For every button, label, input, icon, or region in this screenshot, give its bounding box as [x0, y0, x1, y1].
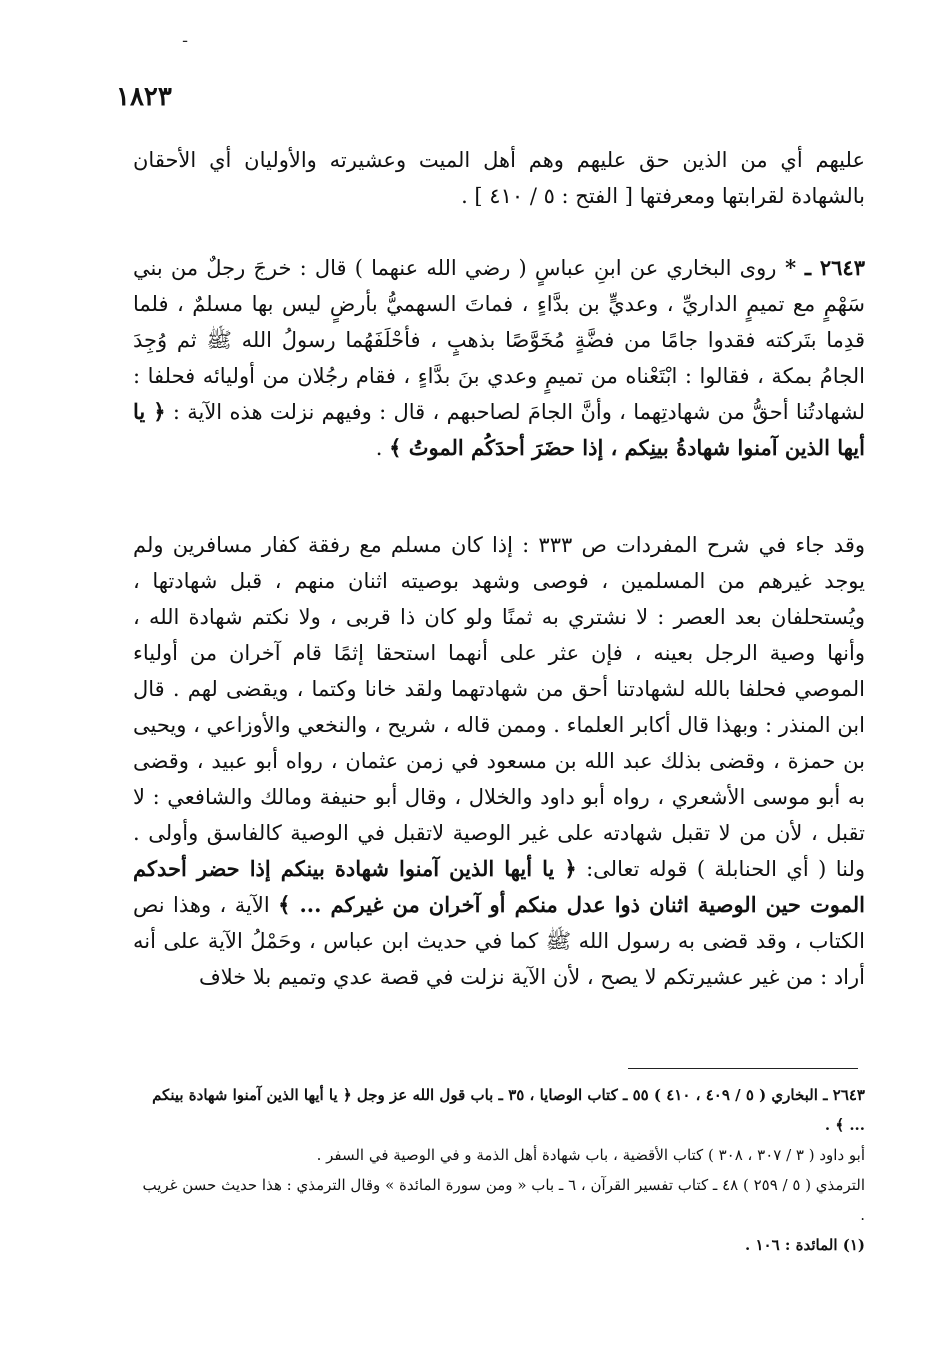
quran-quote-2: ﴿ يا أيها الذين آمنوا شهادة بينكم إذا حضر أحدكم الموت حين الوصية اثنان ذوا عدل منكم أو آخران من غيركم ... ﴾: [133, 856, 865, 917]
explanation-text-a: وقد جاء في شرح المفردات ص ٣٣٣ : إذا كان مسلم مع رفقة كفار مسافرين ولم يوجد غيرهم من المسلمين ، فوصى وشهد بوصيته اثنان منهم ، قبل شهادتها ، ويُستحلفان بعد العصر : لا نشتري به ثمنًا ولو كان ذا قربى ، ولا نكتم شهادة الله ، وأنها وصية الرجل بعينه ، فإن عثر على أنهما استحقا إثمًا قام آخران من أولياء الموصي فحلفا بالله لشهادتنا أحق من شهادتهما ولقد خانا وكتما ، ويقضى لهم . قال ابن المنذر : وبهذا قال أكابر العلماء . وممن قاله ، شريح ، والنخعي والأوزاعي ، ويحيى بن حمزة ، وقضى بذلك عبد الله بن مسعود في زمن عثمان ، رواه أبو عبيد ، وقضى به أبو موسى الأشعري ، رواه أبو داود والخلال ، وقال أبو حنيفة ومالك والشافعي : لا تقبل ، لأن من لا تقبل شهادته على غير الوصية لاتقبل في الوصية كالفاسق وأولى . ولنا ( أي الحنابلة ) قوله تعالى:: [133, 533, 865, 881]
page-number: ١٨٢٣: [116, 82, 172, 112]
header-mark: ـ: [183, 30, 188, 46]
paragraph-explanation: [133, 527, 865, 995]
hadith-text: روى البخاري عن ابنِ عباسٍ ( رضي الله عنهما ) قال : خرجَ رجلٌ من بني سَهْمٍ مع تميمٍ الداريِّ ، وعديٍّ بن بدَّاءٍ ، فماتَ السهميُّ بأرضٍ ليس بها مسلمٌ ، فلما قدِما بتَركته فقدوا جامًا من فضَّةٍ مُخَوَّصًا بذهبٍ ، فأحْلَفَهُما رسولُ الله ﷺ ثم وُجِدَ الجامُ بمكة ، فقالوا : ابْتَعْناه من تميمٍ وعدي بنَ بدَّاءٍ ، فقام رجُلان من أوليائه فحلفا : لشهادتُنا أحقُّ من شهادتِهما ، وأنَّ الجامَ لصاحبهم ، قال : وفيهم نزلت هذه الآية :: [133, 256, 866, 424]
hadith-number: ٢٦٤٣ ـ *: [776, 255, 865, 280]
paragraph-commentary-end: عليهم أي من الذين حق عليهم وهم أهل الميت وعشيرته والأوليان أي الأحقان بالشهادة لقرابتها ومعرفتها [ الفتح : ٥ / ٤١٠ ] .: [133, 148, 865, 208]
quran-quote: ﴿ يا أيها الذين آمنوا شهادةُ بينِكم ، إذا حضَرَ أحدَكُم الموتُ ﴾: [133, 399, 865, 460]
paragraph-hadith-2643: [133, 250, 865, 466]
footnote-tirmidhi: الترمذي ( ٥ / ٢٥٩ ) ٤٨ ـ كتاب تفسير القرآن ، ٦ ـ باب « ومن سورة المائدة » وقال الترمذي : هذا حديث حسن غريب .: [142, 1176, 865, 1224]
explanation-text-b: الآية ، وهذا نص الكتاب ، وقد قضى به رسول الله ﷺ كما في حديث ابن عباس ، وحَمْلُ الآية على أنه أراد : من غير عشيرتكم لا يصح ، لأن الآية نزلت في قصة عدي وتميم بلا خلاف: [133, 893, 865, 989]
hadith-text-end: .: [375, 436, 390, 460]
footnote-abu-dawud: أبو داود ( ٣ / ٣٠٧ ، ٣٠٨ ) كتاب الأقضية ، باب شهادة أهل الذمة و في الوصية في السفر .: [316, 1146, 865, 1164]
footnote-divider: [628, 1068, 858, 1069]
footnote-bukhari: ٢٦٤٣ ـ البخاري ( ٥ / ٤٠٩ ، ٤١٠ ) ٥٥ ـ كتاب الوصايا ، ٣٥ ـ باب قول الله عز وجل ﴿ يا أيها الذين آمنوا شهادة بينكم ... ﴾ .: [152, 1086, 865, 1134]
footnotes: [133, 1080, 865, 1260]
footnote-maida: (١) المائدة : ١٠٦ .: [745, 1236, 865, 1254]
